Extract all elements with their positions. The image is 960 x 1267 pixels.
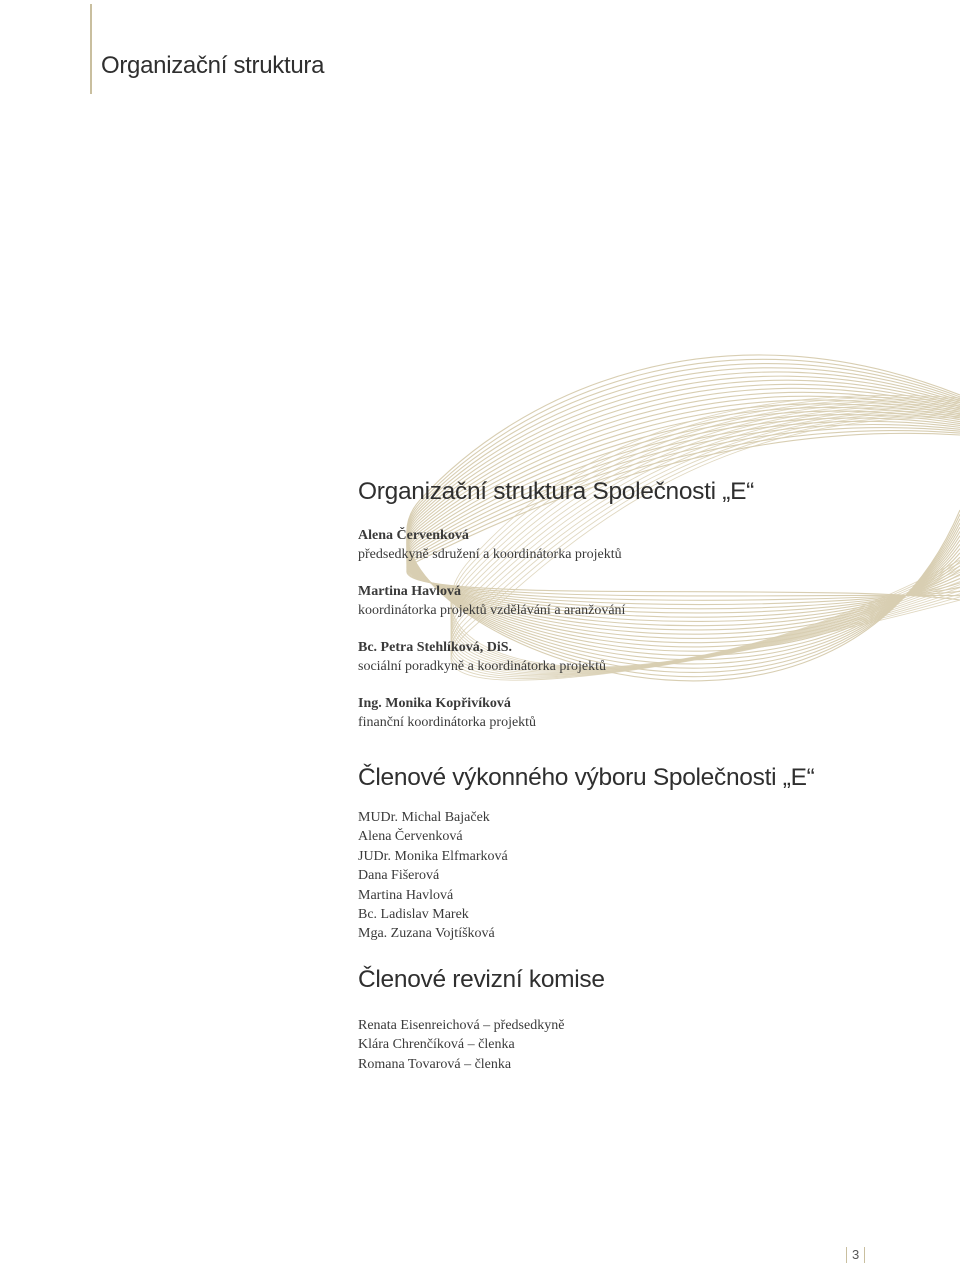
list-item: JUDr. Monika Elfmarková	[358, 848, 508, 864]
person-entry	[358, 638, 606, 676]
person-entry	[358, 582, 625, 620]
person-entry	[358, 526, 622, 564]
list-item: MUDr. Michal Bajaček	[358, 810, 490, 825]
person-name: Martina Havlová	[358, 584, 462, 599]
list-item: Klára Chrenčíková – členka	[358, 1037, 515, 1053]
section-heading-company: Organizační struktura Společnosti „E“	[358, 478, 755, 505]
list-item: Bc. Ladislav Marek	[358, 907, 469, 923]
section-heading-executive: Členové výkonného výboru Společnosti „E“	[358, 764, 815, 791]
list-item: Martina Havlová	[358, 887, 454, 903]
wave-line	[407, 421, 960, 608]
person-role: sociální poradkyně a koordinátorka projektů	[358, 659, 607, 674]
list-item: Alena Červenková	[358, 829, 463, 845]
executive-member-list	[358, 808, 508, 944]
page-number: 3	[846, 1247, 865, 1263]
person-name: Ing. Monika Kopřivíková	[358, 696, 511, 711]
list-item: Mga. Zuzana Vojtíšková	[358, 926, 495, 942]
person-role: koordinátorka projektů vzdělávání a aranžování	[358, 603, 626, 618]
person-role: finanční koordinátorka projektů	[358, 715, 537, 730]
person-entry	[358, 694, 536, 732]
person-role: předsedkyně sdružení a koordinátorka projektů	[358, 547, 622, 562]
audit-member-list	[358, 1016, 564, 1074]
person-name: Alena Červenková	[358, 528, 469, 543]
list-item: Renata Eisenreichová – předsedkyně	[358, 1018, 565, 1033]
person-name: Bc. Petra Stehlíková, DiS.	[358, 640, 512, 655]
list-item: Romana Tovarová – členka	[358, 1056, 512, 1072]
list-item: Dana Fišerová	[358, 868, 440, 884]
page-header-title: Organizační struktura	[101, 52, 325, 79]
section-heading-audit: Členové revizní komise	[358, 966, 605, 993]
